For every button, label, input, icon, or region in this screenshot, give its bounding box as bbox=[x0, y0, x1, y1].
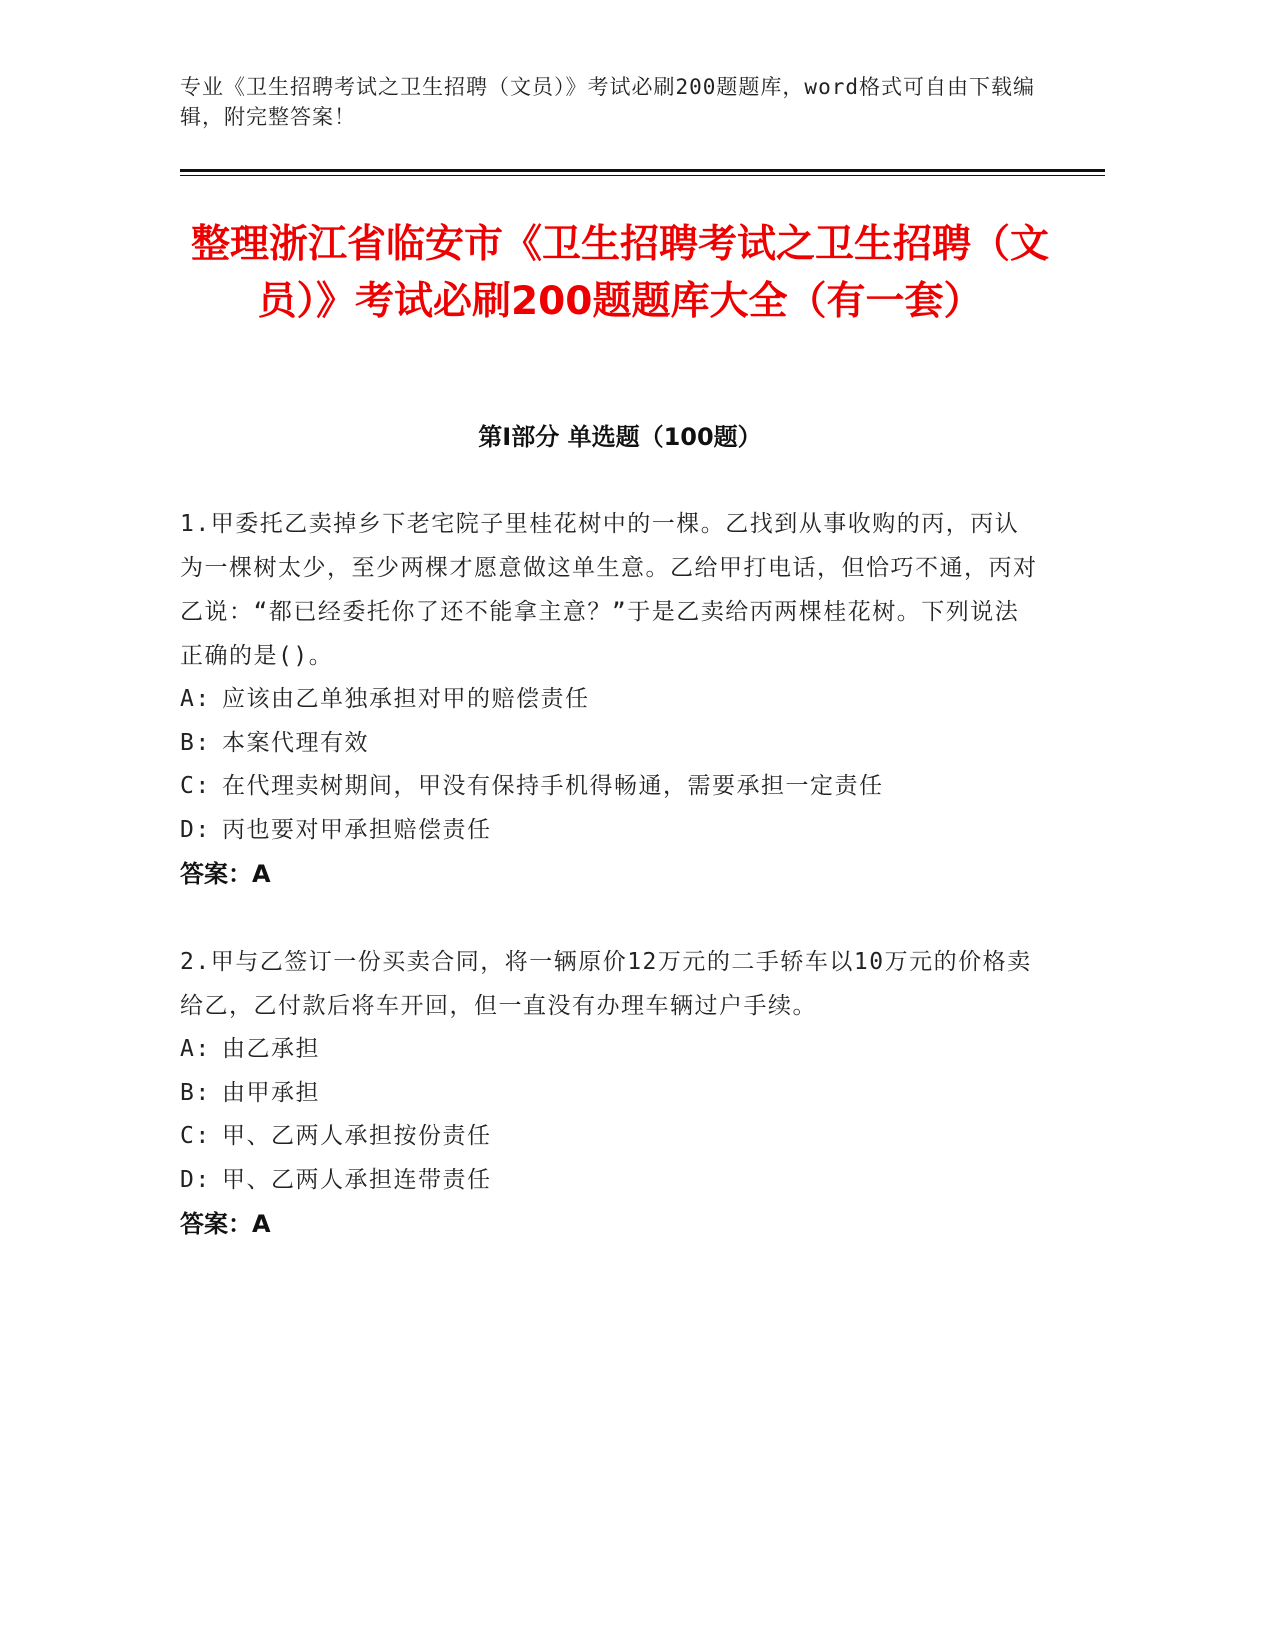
option-text: 应该由乙单独承担对甲的赔偿责任 bbox=[222, 686, 590, 712]
option-letter: A: bbox=[180, 1036, 211, 1062]
option-letter: B: bbox=[180, 1079, 211, 1106]
option-text: 甲、乙两人承担连带责任 bbox=[222, 1166, 492, 1193]
header-divider-thick bbox=[180, 169, 1105, 172]
option-b bbox=[180, 1072, 1040, 1116]
option-letter: A: bbox=[180, 686, 211, 712]
header-divider-thin bbox=[180, 175, 1105, 176]
option-letter: B: bbox=[180, 729, 211, 756]
option-c bbox=[180, 1115, 1040, 1159]
answer-line: 答案：A bbox=[180, 1210, 271, 1238]
option-a bbox=[180, 678, 1040, 722]
option-a bbox=[180, 1028, 1040, 1072]
option-letter: C: bbox=[180, 1123, 211, 1149]
option-d bbox=[180, 809, 1040, 853]
option-text: 由乙承担 bbox=[222, 1036, 320, 1062]
question-stem: 1.甲委托乙卖掉乡下老宅院子里桂花树中的一棵。乙找到从事收购的丙，丙认为一棵树太少，至少两棵才愿意做这单生意。乙给甲打电话，但恰巧不通，丙对乙说：“都已经委托你了还不能拿主意？”于是乙卖给丙两棵桂花树。下列说法正确的是()。 bbox=[180, 511, 1038, 669]
option-c bbox=[180, 765, 1040, 809]
option-text: 由甲承担 bbox=[222, 1079, 320, 1106]
option-text: 丙也要对甲承担赔偿责任 bbox=[222, 816, 492, 843]
question-block bbox=[180, 940, 1040, 1246]
document-title: 整理浙江省临安市《卫生招聘考试之卫生招聘（文员）》考试必刷200题题库大全（有一套） bbox=[190, 222, 1049, 324]
question-block bbox=[180, 502, 1040, 896]
option-b bbox=[180, 722, 1040, 766]
header-note: 专业《卫生招聘考试之卫生招聘（文员）》考试必刷200题题库，word格式可自由下载编辑，附完整答案！ bbox=[180, 75, 1035, 129]
option-text: 甲、乙两人承担按份责任 bbox=[222, 1123, 492, 1149]
option-letter: C: bbox=[180, 773, 211, 799]
option-letter: D: bbox=[180, 1166, 211, 1193]
question-stem: 2.甲与乙签订一份买卖合同，将一辆原价12万元的二手轿车以10万元的价格卖给乙，乙付款后将车开回，但一直没有办理车辆过户手续。 bbox=[180, 949, 1032, 1019]
option-letter: D: bbox=[180, 816, 211, 843]
section-heading: 第I部分 单选题（100题） bbox=[478, 423, 762, 451]
option-text: 本案代理有效 bbox=[222, 729, 369, 756]
option-d bbox=[180, 1159, 1040, 1203]
option-text: 在代理卖树期间，甲没有保持手机得畅通，需要承担一定责任 bbox=[222, 773, 884, 799]
answer-line: 答案：A bbox=[180, 860, 271, 888]
